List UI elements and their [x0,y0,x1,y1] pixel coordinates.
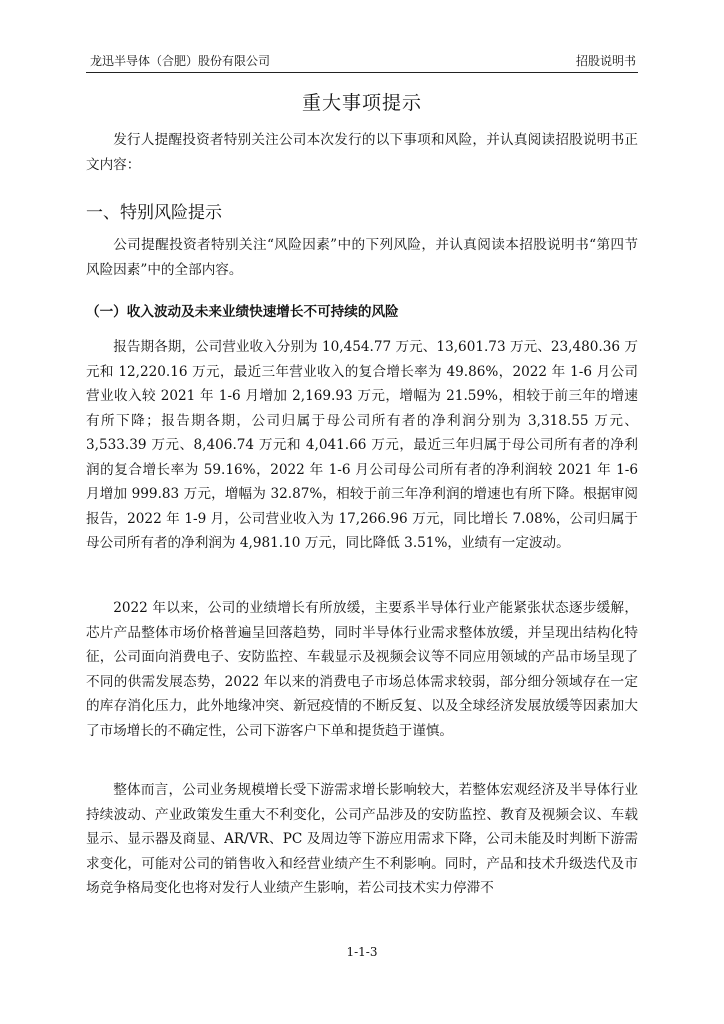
intro-paragraph: 发行人提醒投资者特别关注公司本次发行的以下事项和风险，并认真阅读招股说明书正文内容： [86,132,638,173]
page-header [86,50,638,73]
body-paragraph-revenue: 报告期各期，公司营业收入分别为 10,454.77 万元、13,601.73 万元、23,480.36 万元和 12,220.16 万元，最近三年营业收入的复合增长率为 49.86%，2022 年 1-6 月公司营业收入较 2021 年 1-6 月增加 2,169.93 万元，增幅为 21.59%，相较于前三年的增速有所下降；报告期各期，公司归属于母公司所有者的净利润分别为 3,318.55 万元、3,533.39 万元、8,406.74 万元和 4,041.66 万元，最近三年归属于母公司所有者的净利润的复合增长率为 59.16%，2022 年 1-6 月公司母公司所有者的净利润较 2021 年 1-6 月增加 999.83 万元，增幅为 32.87%，相较于前三年净利润的增速也有所下降。根据审阅报告，2022 年 1-9 月，公司营业收入为 17,266.96 万元，同比增长 7.08%，公司归属于母公司所有者的净利润为 4,981.10 万元，同比降低 3.51%，业绩有一定波动。 [86,339,638,551]
page-number: 1-1-3 [346,945,378,959]
body-paragraph-slowdown: 2022 年以来，公司的业绩增长有所放缓，主要系半导体行业产能紧张状态逐步缓解，芯片产品整体市场价格普遍呈回落趋势，同时半导体行业需求整体放缓，并呈现出结构化特征，公司面向消费电子、安防监控、车载显示及视频会议等不同应用领域的产品市场呈现了不同的供需发展态势，2022 年以来的消费电子市场总体需求较弱，部分细分领域存在一定的库存消化压力，此外地缘冲突、新冠疫情的不断反复、以及全球经济发展放缓等因素加大了市场增长的不确定性，公司下游客户下单和提货趋于谨慎。 [86,600,638,739]
header-document-type: 招股说明书 [575,54,636,68]
subsection-heading: （一）收入波动及未来业绩快速增长不可持续的风险 [86,304,399,320]
body-paragraph-outlook: 整体而言，公司业务规模增长受下游需求增长影响较大，若整体宏观经济及半导体行业持续波动、产业政策发生重大不利变化，公司产品涉及的安防监控、教育及视频会议、车载显示、显示器及商显、AR/VR、PC 及周边等下游应用需求下降，公司未能及时判断下游需求变化，可能对公司的销售收入和经营业绩产生不利影响。同时，产品和技术升级迭代及市场竞争格局变化也将对发行人业绩产生影响，若公司技术实力停滞不 [86,782,638,896]
page-title: 重大事项提示 [301,92,422,114]
section-heading: 一、特别风险提示 [86,203,222,223]
header-company-name: 龙迅半导体（合肥）股份有限公司 [90,54,271,68]
section-intro-paragraph: 公司提醒投资者特别关注“风险因素”中的下列风险，并认真阅读本招股说明书“第四节 风险因素”中的全部内容。 [86,237,638,278]
